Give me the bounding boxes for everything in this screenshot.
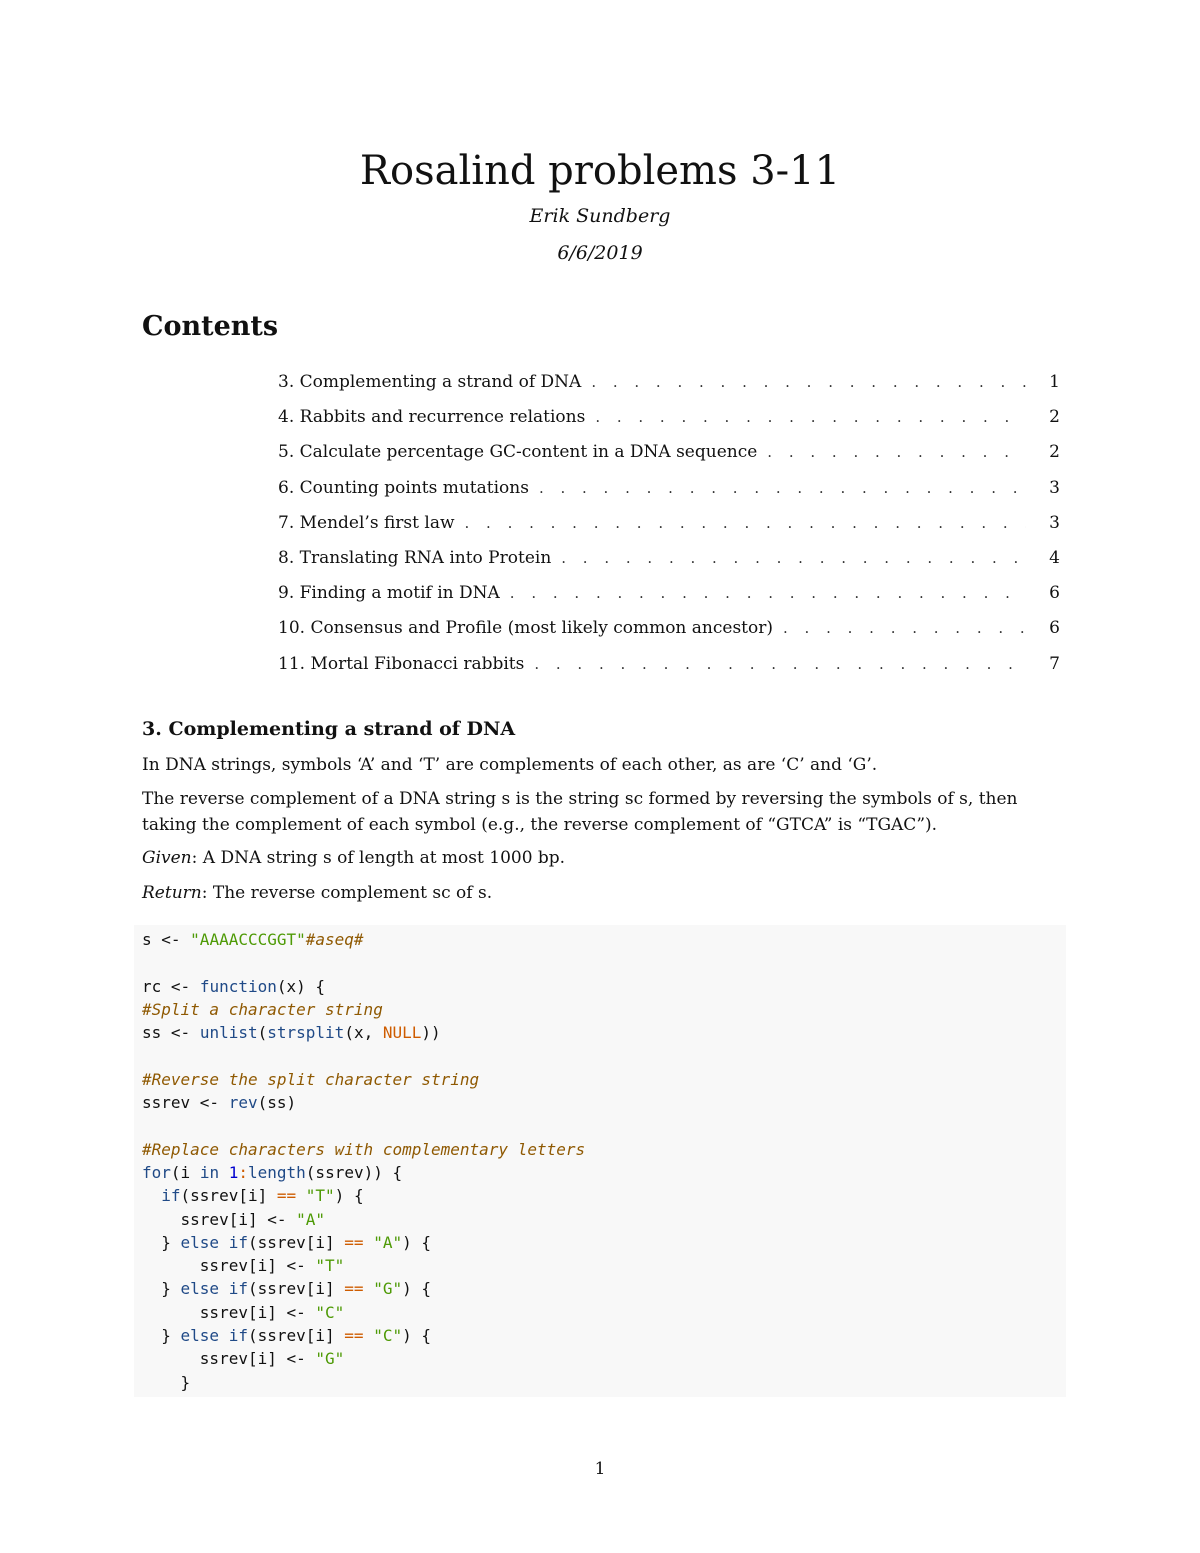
code-token: ssrev: [142, 1093, 200, 1113]
code-line: [142, 998, 1066, 1021]
code-token: if: [228, 1232, 248, 1252]
toc-entry-page: 6: [1049, 618, 1060, 639]
code-token: [219, 1326, 229, 1345]
code-line: [142, 1068, 1066, 1091]
code-line: [142, 1091, 1066, 1114]
code-token: [190, 977, 200, 996]
document-title: Rosalind problems 3-11: [359, 148, 841, 194]
code-token: else: [180, 1279, 220, 1299]
code-line: [142, 1138, 1066, 1161]
code-token: ssrev[i]: [142, 1349, 287, 1369]
code-token: ss: [142, 1023, 171, 1043]
code-block: [134, 925, 1066, 1397]
code-token: ) {: [402, 1279, 432, 1299]
code-token: length: [248, 1162, 306, 1182]
code-token: "G": [315, 1349, 345, 1369]
code-token: [364, 1233, 374, 1252]
code-token: [296, 1186, 306, 1205]
code-token: (ssrev)) {: [305, 1162, 403, 1182]
paragraph-reverse-complement: The reverse complement of a DNA string s is the string sc formed by reversing the symbols of s, then taking the complement of each symbol (e.g., the reverse complement of “GTCA” is “TGAC”).: [142, 789, 1018, 835]
code-token: ==: [344, 1279, 364, 1299]
code-token: #Split a character string: [142, 999, 383, 1019]
document-author: Erik Sundberg: [529, 205, 671, 227]
code-line: [142, 1021, 1066, 1044]
code-token: (ssrev[i]: [247, 1232, 345, 1252]
given-label: Given: [142, 848, 192, 868]
toc-entry[interactable]: [278, 583, 1060, 618]
code-token: (i: [170, 1162, 200, 1182]
code-token: [181, 930, 191, 949]
toc-entry-label: 9. Finding a motif in DNA: [278, 583, 500, 604]
code-token: else: [180, 1326, 220, 1346]
return-label: Return: [142, 883, 202, 903]
code-token: #Replace characters with complementary letters: [142, 1139, 586, 1159]
code-token: [287, 1210, 297, 1229]
code-token: <-: [286, 1256, 306, 1276]
code-token: s: [142, 930, 162, 949]
code-token: ssrev[i]: [142, 1256, 287, 1276]
toc-leader-dots: [465, 514, 1027, 532]
code-line: [142, 1277, 1066, 1300]
section-heading: 3. Complementing a strand of DNA: [142, 718, 516, 740]
return-text: : The reverse complement sc of s.: [201, 883, 493, 903]
code-token: :: [238, 1162, 248, 1182]
page-number: 1: [594, 1459, 606, 1479]
code-token: <-: [286, 1302, 306, 1322]
code-token: <-: [170, 976, 191, 996]
toc-entry-label: 11. Mortal Fibonacci rabbits: [278, 653, 525, 674]
code-token: ) {: [334, 1186, 364, 1206]
code-token: #Reverse the split character string: [142, 1069, 480, 1089]
toc-entry-page: 6: [1049, 583, 1060, 604]
paragraph-return: [142, 880, 1062, 906]
toc-entry-page: 1: [1049, 372, 1060, 392]
code-token: )): [421, 1023, 441, 1043]
code-token: ssrev[i]: [142, 1302, 287, 1322]
code-token: <-: [267, 1209, 287, 1229]
code-token: for: [142, 1162, 171, 1182]
code-token: <-: [161, 930, 181, 949]
toc-entry[interactable]: [278, 407, 1060, 442]
code-line: [142, 1231, 1066, 1254]
code-line: [142, 951, 1066, 974]
toc-entry-page: 4: [1049, 547, 1060, 568]
toc-entry[interactable]: [278, 654, 1060, 689]
code-token: (ssrev[i]: [247, 1326, 345, 1346]
code-token: (ss): [257, 1093, 297, 1113]
code-token: [190, 1023, 200, 1042]
code-token: "T": [315, 1256, 345, 1276]
toc-entry[interactable]: [278, 478, 1060, 513]
paragraph-complements: In DNA strings, symbols ‘A’ and ‘T’ are complements of each other, as are ‘C’ and ‘G’.: [142, 755, 878, 775]
toc-entry[interactable]: [278, 442, 1060, 477]
code-token: function: [199, 976, 277, 996]
code-token: }: [142, 1232, 181, 1252]
code-token: rev: [228, 1093, 258, 1113]
toc-entry-label: 5. Calculate percentage GC-content in a DNA sequence: [278, 442, 758, 463]
code-line: [142, 1301, 1066, 1324]
toc-entry-label: 6. Counting points mutations: [278, 477, 529, 498]
toc-leader-dots: [539, 479, 1026, 497]
code-token: (x) {: [276, 976, 326, 996]
code-token: 1: [228, 1162, 239, 1182]
code-token: [306, 1349, 316, 1368]
code-token: NULL: [382, 1023, 422, 1043]
code-token: ==: [344, 1326, 364, 1346]
toc-entry[interactable]: [278, 618, 1060, 653]
code-line: [142, 1324, 1066, 1347]
code-token: else: [180, 1232, 220, 1252]
code-token: if: [228, 1326, 248, 1346]
code-line: [142, 1254, 1066, 1277]
contents-heading: Contents: [142, 311, 279, 342]
table-of-contents: [278, 372, 1060, 689]
toc-entry-page: 3: [1049, 512, 1060, 533]
paragraph-given: [142, 845, 1062, 871]
code-token: (x,: [344, 1023, 383, 1043]
code-token: "A": [296, 1209, 326, 1229]
code-token: strsplit: [267, 1023, 345, 1043]
code-token: [219, 1163, 229, 1182]
code-token: if: [161, 1186, 181, 1206]
code-token: "C": [315, 1302, 345, 1322]
code-token: "T": [305, 1186, 335, 1206]
code-token: [306, 1303, 316, 1322]
toc-entry-label: 10. Consensus and Profile (most likely common ancestor): [278, 618, 774, 639]
code-token: (ssrev[i]: [180, 1186, 277, 1206]
code-token: ) {: [402, 1232, 432, 1252]
code-token: rc: [142, 976, 171, 996]
toc-entry-label: 8. Translating RNA into Protein: [278, 547, 552, 568]
code-line: [142, 975, 1066, 998]
code-token: [306, 1256, 316, 1275]
code-token: "A": [373, 1232, 403, 1252]
given-text: : A DNA string s of length at most 1000 bp.: [191, 848, 566, 868]
code-token: unlist: [199, 1023, 258, 1043]
toc-entry-label: 7. Mendel’s first law: [278, 512, 455, 533]
code-token: [219, 1233, 229, 1252]
code-token: }: [142, 1279, 181, 1299]
toc-leader-dots: [561, 549, 1026, 567]
code-token: [364, 1326, 374, 1345]
toc-leader-dots: [783, 619, 1026, 637]
code-token: #aseq#: [305, 930, 364, 949]
code-token: "G": [373, 1279, 403, 1299]
code-token: ==: [344, 1232, 364, 1252]
document-date: 6/6/2019: [557, 242, 643, 264]
code-token: (: [257, 1023, 268, 1043]
toc-leader-dots: [595, 408, 1026, 426]
code-token: <-: [199, 1093, 220, 1113]
code-line: [142, 1044, 1066, 1067]
toc-leader-dots: [767, 443, 1026, 461]
code-token: ssrev[i]: [142, 1209, 268, 1229]
code-token: <-: [286, 1349, 306, 1369]
code-token: in: [199, 1162, 220, 1182]
code-line: [142, 1161, 1066, 1184]
code-token: [142, 1186, 161, 1205]
code-line: [142, 1184, 1066, 1207]
code-token: (ssrev[i]: [247, 1279, 345, 1299]
code-token: <-: [170, 1023, 191, 1043]
code-token: }: [142, 1326, 181, 1346]
code-token: [219, 1093, 229, 1112]
code-line: [142, 1114, 1066, 1137]
code-token: if: [228, 1279, 248, 1299]
code-token: ) {: [402, 1326, 432, 1346]
code-token: [219, 1279, 229, 1298]
toc-leader-dots: [534, 655, 1026, 673]
code-token: "AAAACCCGGT": [190, 930, 306, 949]
toc-leader-dots: [510, 584, 1026, 602]
toc-entry-page: 2: [1049, 442, 1060, 463]
toc-entry[interactable]: [278, 372, 1060, 407]
code-token: "C": [373, 1326, 403, 1346]
toc-leader-dots: [591, 373, 1026, 391]
code-token: ==: [276, 1186, 297, 1206]
code-line: [142, 1371, 1066, 1394]
toc-entry[interactable]: [278, 513, 1060, 548]
code-token: }: [142, 1372, 191, 1392]
toc-entry[interactable]: [278, 548, 1060, 583]
toc-entry-label: 3. Complementing a strand of DNA: [278, 372, 582, 392]
code-line: [142, 1347, 1066, 1370]
toc-entry-page: 7: [1049, 653, 1060, 674]
toc-entry-label: 4. Rabbits and recurrence relations: [278, 407, 586, 428]
toc-entry-page: 2: [1049, 407, 1060, 428]
code-token: [364, 1279, 374, 1298]
code-line: [142, 928, 1066, 951]
code-line: [142, 1208, 1066, 1231]
toc-entry-page: 3: [1049, 477, 1060, 498]
